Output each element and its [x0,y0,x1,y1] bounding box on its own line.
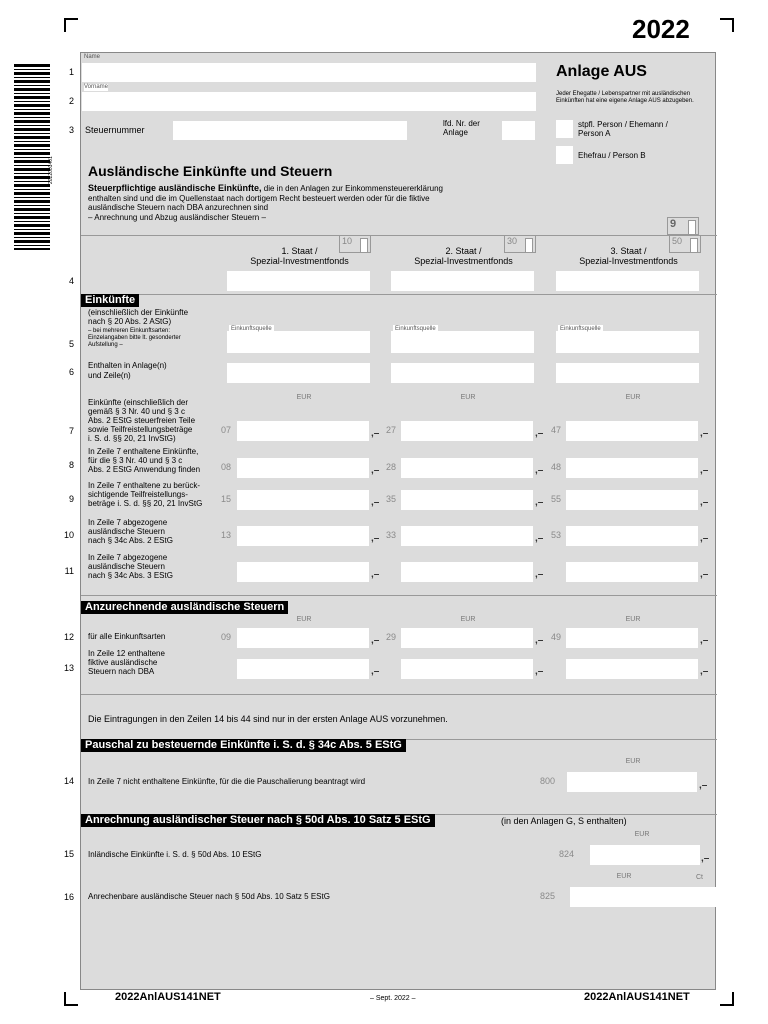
eur-label-14: EUR [625,758,641,765]
row8-label: In Zeile 7 enthaltene Einkünfte, [88,447,199,456]
col2-code: 30 [507,236,518,246]
decimal-dash: ,– [371,635,380,646]
steuernummer-label: Steuernummer [85,125,145,135]
line-number-2: 2 [68,96,74,106]
decimal-dash: ,– [700,465,709,476]
line-number-1: 1 [68,67,74,77]
line-number-3: 3 [68,125,74,135]
kennzahl-48: 48 [551,462,562,472]
decimal-dash: ,– [371,533,380,544]
col2-label-1: 2. Staat / [445,246,482,256]
col3-label-1: 3. Staat / [610,246,647,256]
row9-amount-col1[interactable] [237,490,369,510]
corner-mark-tl [64,18,78,32]
row13-label: fiktive ausländische [88,658,158,667]
row13-label: In Zeile 12 enthaltene [88,649,165,658]
ct-label: Ct [696,874,703,881]
kennzahl-49: 49 [551,632,562,642]
kennzahl-27: 27 [386,425,397,435]
name-field[interactable] [82,63,536,82]
decimal-dash: ,– [371,465,380,476]
section-title: Ausländische Einkünfte und Steuern [88,163,333,179]
row9-amount-col3[interactable] [566,490,698,510]
decimal-dash: ,– [700,533,709,544]
eur-label-col2: EUR [460,616,476,623]
row7-amount-col1[interactable] [237,421,369,441]
kennzahl-55: 55 [551,494,562,504]
row11-label: In Zeile 7 abgezogene [88,553,168,562]
einkunftsquelle-2-label: Einkunftsquelle [395,326,436,332]
line-number-10: 10 [63,530,74,540]
line-number-7: 7 [68,426,74,436]
name-label: Name [84,54,101,60]
line-number-15: 15 [63,849,74,859]
line-number-9: 9 [68,494,74,504]
einkunftsquelle-1-label: Einkunftsquelle [231,326,272,332]
einkunftsquelle-2-field[interactable] [391,331,534,353]
line-number-16: 16 [63,892,74,902]
kennzahl-35: 35 [386,494,397,504]
decimal-dash: ,– [371,569,380,580]
corner-mark-tr [720,18,734,32]
row10-amount-col3[interactable] [566,526,698,546]
staat-1-field[interactable] [227,271,370,291]
row7-amount-col3[interactable] [566,421,698,441]
col1-label-2: Spezial-Investmentfonds [250,256,349,266]
eur-label-col3: EUR [625,394,641,401]
intro-line-1 [88,184,443,193]
einkuenfte-sub-4: Einzelangaben bitte lt. gesonderter [88,335,181,341]
line-number-13: 13 [63,663,74,673]
line-number-6: 6 [68,367,74,377]
decimal-dash: ,– [535,428,544,439]
row10-amount-col1[interactable] [237,526,369,546]
pauschal-heading: Pauschal zu besteuernde Einkünfte i. S. d. § 34c Abs. 5 EStG [81,739,406,752]
decimal-dash: ,– [701,853,710,864]
kennzahl-53: 53 [551,530,562,540]
divider [81,694,717,695]
row9-label: sichtigende Teilfreistellungs- [88,490,188,499]
row7-label: i. S. d. §§ 20, 21 InvStG) [88,434,176,443]
row7-amount-col2[interactable] [401,421,533,441]
intro-line-3: ausländische Steuern nach DBA anzurechnen sind [88,203,269,212]
row8-amount-col3[interactable] [566,458,698,478]
form-title: Anlage AUS [556,63,647,80]
row15-text: Inländische Einkünfte i. S. d. § 50d Abs. 10 EStG [88,850,262,859]
row11-amount-col1[interactable] [237,562,369,582]
row7-label: gemäß § 3 Nr. 40 und § 3 c [88,407,185,416]
pauschal-amount-field[interactable] [567,772,697,792]
einkuenfte-sub-1: (einschließlich der Einkünfte [88,308,189,317]
row12-amount-col2[interactable] [401,628,533,648]
inlaendische-einkuenfte-field[interactable] [590,845,700,865]
decimal-dash: ,– [700,666,709,677]
row8-amount-col2[interactable] [401,458,533,478]
kennzahl-13: 13 [221,530,232,540]
eur-label-col3: EUR [625,616,641,623]
col1-code: 10 [342,236,353,246]
divider [81,294,717,295]
line-number-4: 4 [68,276,74,286]
decimal-dash: ,– [535,497,544,508]
form-body [80,52,716,990]
einkuenfte-sub-5: Aufstellung – [88,342,123,348]
barcode [14,64,50,250]
decimal-dash: ,– [535,569,544,580]
person-b-label: Ehefrau / Person B [578,151,646,160]
vorname-label: Vorname [84,84,109,90]
kennzahl-15: 15 [221,494,232,504]
eur-label-col1: EUR [296,616,312,623]
person-b-checkbox[interactable] [556,146,573,164]
row7-label: Einkünfte (einschließlich der [88,398,189,407]
anlage-zeile-2-field[interactable] [391,363,534,383]
steuernummer-field[interactable] [173,121,407,140]
code-9: 9 [670,218,677,230]
line-number-5: 5 [68,339,74,349]
anlage-zeile-3-field[interactable] [556,363,699,383]
footer-form-code-left: 2022AnlAUS141NET [115,991,221,1003]
row10-label: In Zeile 7 abgezogene [88,518,168,527]
intro-bold: Steuerpflichtige ausländische Einkünfte, [88,183,262,193]
anzurechnende-heading: Anzurechnende ausländische Steuern [81,601,288,614]
decimal-dash: ,– [700,569,709,580]
person-a-label: stpfl. Person / Ehemann / Person A [578,120,668,138]
row16-text: Anrechenbare ausländische Steuer nach § 50d Abs. 10 Satz 5 EStG [88,892,330,901]
decimal-dash: ,– [699,780,708,791]
vorname-field[interactable] [82,92,536,111]
decimal-dash: ,– [700,497,709,508]
row9-label: In Zeile 7 enthaltene zu berück- [88,481,201,490]
einkuenfte-sub-2: nach § 20 Abs. 2 AStG) [88,317,172,326]
eur-label-15: EUR [634,831,650,838]
decimal-dash: ,– [371,497,380,508]
year-title: 2022 [632,14,690,44]
staat-2-field[interactable] [391,271,534,291]
row11-label: ausländische Steuern [88,562,165,571]
row6-label-1: Enthalten in Anlage(n) [88,361,167,370]
einkunftsquelle-1-field[interactable] [227,331,370,353]
row9-label: beträge i. S. d. §§ 20, 21 InvStG [88,499,203,508]
einkunftsquelle-3-field[interactable] [556,331,699,353]
row8-amount-col1[interactable] [237,458,369,478]
line-number-11: 11 [64,566,74,576]
code-800: 800 [540,776,556,786]
decimal-dash: ,– [371,428,380,439]
kennzahl-07: 07 [221,425,232,435]
pauschal-text: In Zeile 7 nicht enthaltene Einkünfte, für die die Pauschalierung beantragt wird [88,777,366,786]
kennzahl-29: 29 [386,632,397,642]
kennzahl-33: 33 [386,530,397,540]
decimal-dash: ,– [535,465,544,476]
row8-label: Abs. 2 EStG Anwendung finden [88,465,201,474]
intro-line-4: – Anrechnung und Abzug ausländischer Steuern – [88,213,266,222]
divider [81,235,717,236]
note-text: Die Eintragungen in den Zeilen 14 bis 44 sind nur in der ersten Anlage AUS vorzunehmen. [88,714,448,724]
form-note: Jeder Ehegatte / Lebenspartner mit ausländischen Einkünften hat eine eigene Anlage AUS abzugeben. [556,91,694,104]
anrechnung-heading: Anrechnung ausländischer Steuer nach § 50d Abs. 10 Satz 5 EStG [81,814,435,827]
line-number-12: 12 [63,632,74,642]
row11-amount-col2[interactable] [401,562,533,582]
row12-label: für alle Einkunftsarten [88,632,166,641]
intro-line-2: enthalten sind und die im Quellenstaat nach dortigem Recht besteuert werden oder für die fiktive [88,194,430,203]
decimal-dash: ,– [700,428,709,439]
einkuenfte-sub-3: – bei mehreren Einkunftsarten: [88,328,171,334]
decimal-dash: ,– [535,635,544,646]
lfd-nr-label: lfd. Nr. der Anlage [443,119,480,137]
code-824: 824 [559,849,575,859]
row13-amount-col3[interactable] [566,659,698,679]
barcode-number: 2022001401 [48,156,54,184]
row10-amount-col2[interactable] [401,526,533,546]
col3-code: 50 [672,236,683,246]
decimal-dash: ,– [535,533,544,544]
footer-date: – Sept. 2022 – [370,995,416,1002]
anrechenbare-steuer-field[interactable] [570,887,716,907]
anlage-zeile-1-field[interactable] [227,363,370,383]
kennzahl-09: 09 [221,632,232,642]
einkuenfte-heading: Einkünfte [81,294,139,307]
col3-label-2: Spezial-Investmentfonds [579,256,678,266]
col2-label-2: Spezial-Investmentfonds [414,256,513,266]
einkunftsquelle-3-label: Einkunftsquelle [560,326,601,332]
code-825: 825 [540,891,556,901]
row13-amount-col2[interactable] [401,659,533,679]
decimal-dash: ,– [371,666,380,677]
line-number-14: 14 [63,776,74,786]
staat-3-field[interactable] [556,271,699,291]
row11-amount-col3[interactable] [566,562,698,582]
eur-label-col2: EUR [460,394,476,401]
corner-mark-br [720,992,734,1006]
row6-label-2: und Zeile(n) [88,371,131,380]
row9-amount-col2[interactable] [401,490,533,510]
row10-label: nach § 34c Abs. 2 EStG [88,536,173,545]
row10-label: ausländische Steuern [88,527,165,536]
decimal-dash: ,– [535,666,544,677]
code-9-box [667,217,699,235]
decimal-dash: ,– [700,635,709,646]
eur-label-col1: EUR [296,394,312,401]
kennzahl-28: 28 [386,462,397,472]
row11-label: nach § 34c Abs. 3 EStG [88,571,173,580]
kennzahl-08: 08 [221,462,232,472]
corner-mark-bl [64,992,78,1006]
divider [81,595,717,596]
row7-label: sowie Teilfreistellungsbeträge [88,425,193,434]
line-number-8: 8 [68,460,74,470]
kennzahl-47: 47 [551,425,562,435]
row13-label: Steuern nach DBA [88,667,155,676]
anrechnung-sub: (in den Anlagen G, S enthalten) [501,816,627,826]
person-a-checkbox[interactable] [556,120,573,138]
row7-label: Abs. 2 EStG steuerfreien Teile [88,416,196,425]
row13-amount-col1[interactable] [237,659,369,679]
row12-amount-col1[interactable] [237,628,369,648]
intro-text-1: die in den Anlagen zur Einkommensteuererklärung [261,184,443,193]
eur-label-16: EUR [616,873,632,880]
lfd-nr-field[interactable] [502,121,535,140]
row12-amount-col3[interactable] [566,628,698,648]
row8-label: für die § 3 Nr. 40 und § 3 c [88,456,183,465]
col1-label-1: 1. Staat / [281,246,318,256]
footer-form-code-right: 2022AnlAUS141NET [584,991,690,1003]
